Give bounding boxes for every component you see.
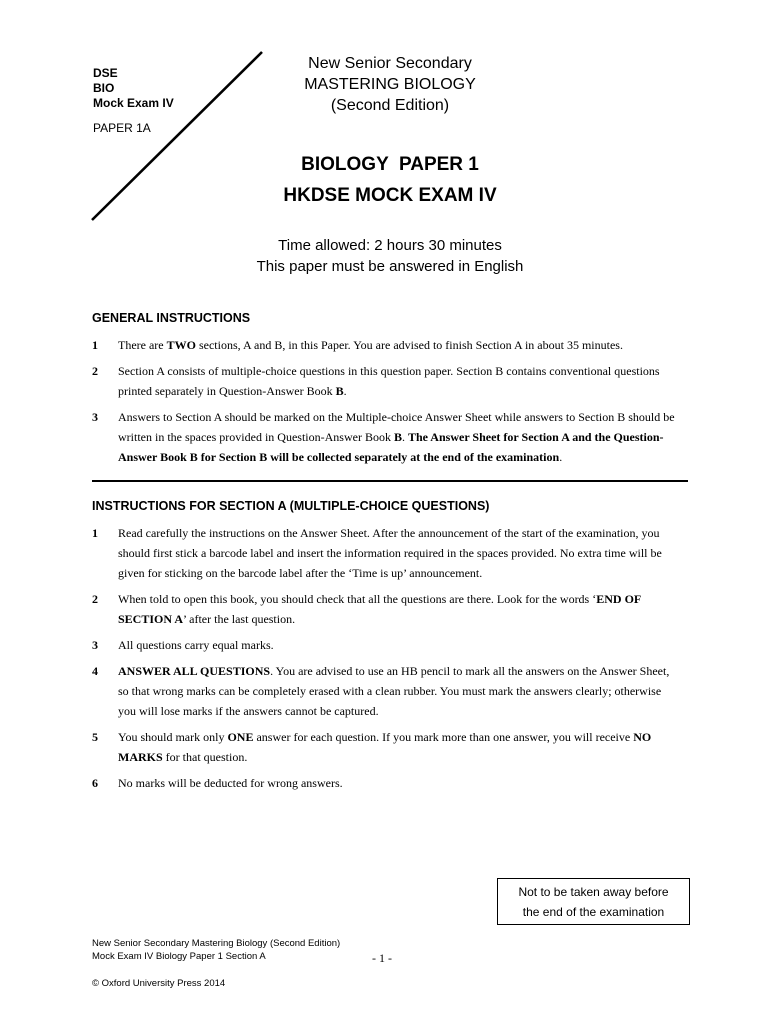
subject-name: BIO xyxy=(93,81,115,95)
instruction-number: 3 xyxy=(92,410,98,424)
text-segment: When told to open this book, you should check that all the questions are there. Look for the words ‘ xyxy=(118,592,597,606)
text-segment: All questions carry equal marks. xyxy=(118,638,274,652)
text-segment: . You are advised to use an HB pencil to mark all the answers on the Answer Sheet, so that wrong marks can be completely erased with a clean rubber. You must mark the answers clearly; otherwise you will lose marks if the answers cannot be captured. xyxy=(118,664,670,718)
instruction-number: 1 xyxy=(92,526,98,540)
instruction-text xyxy=(118,407,677,467)
instruction-text xyxy=(118,727,677,767)
instruction-number: 4 xyxy=(92,664,98,678)
instruction-text xyxy=(118,773,677,793)
instruction-item xyxy=(92,773,677,793)
instruction-item xyxy=(92,361,677,401)
emphasized-text: B xyxy=(335,384,344,398)
instruction-item xyxy=(92,661,677,721)
footer-book-title: New Senior Secondary Mastering Biology (Second Edition) xyxy=(92,938,341,949)
emphasized-text: ANSWER ALL QUESTIONS xyxy=(118,664,271,678)
page-footer xyxy=(92,938,340,963)
instruction-item xyxy=(92,335,677,355)
instruction-item xyxy=(92,523,677,583)
page-number: - 1 - xyxy=(372,951,392,965)
instruction-item xyxy=(92,635,677,655)
emphasized-text: B xyxy=(393,430,402,444)
emphasized-text: ONE xyxy=(227,730,254,744)
text-segment: You should mark only xyxy=(118,730,228,744)
instruction-text xyxy=(118,635,677,655)
emphasized-text: NO MARKS xyxy=(118,730,652,764)
emphasized-text: END OF SECTION A xyxy=(118,592,641,626)
text-segment: ’ after the last question. xyxy=(183,612,296,626)
instruction-text xyxy=(118,661,677,721)
instruction-text xyxy=(118,361,677,401)
section-a-instructions-list xyxy=(92,523,677,799)
instruction-item xyxy=(92,727,677,767)
text-segment: . xyxy=(401,430,408,444)
book-edition: (Second Edition) xyxy=(330,97,450,114)
book-series: New Senior Secondary xyxy=(308,55,472,72)
instruction-number: 1 xyxy=(92,338,98,352)
footer-paper-title: Mock Exam IV Biology Paper 1 Section A xyxy=(92,950,266,962)
book-title: MASTERING BIOLOGY xyxy=(304,76,476,93)
book-header xyxy=(270,53,510,116)
general-instructions-heading: GENERAL INSTRUCTIONS xyxy=(92,311,251,325)
exam-name: Mock Exam IV xyxy=(93,96,174,110)
emphasized-text: TWO xyxy=(166,338,196,352)
emphasized-text: The Answer Sheet for Section A and the Question-Answer Book B for Section B will be collected separately at the end of the examination xyxy=(118,430,664,464)
paper-title-line2: HKDSE MOCK EXAM IV xyxy=(283,185,497,206)
time-allowed: Time allowed: 2 hours 30 minutes xyxy=(278,237,502,254)
instruction-item xyxy=(92,407,677,467)
instruction-text xyxy=(118,335,677,355)
general-instructions-list xyxy=(92,335,677,473)
subject-code: DSE xyxy=(93,66,118,80)
text-segment: No marks will be deducted for wrong answers. xyxy=(118,776,343,790)
language-requirement: This paper must be answered in English xyxy=(256,258,524,275)
instruction-item xyxy=(92,589,677,629)
paper-title xyxy=(215,149,565,211)
text-segment: sections, A and B, in this Paper. You are advised to finish Section A in about 35 minutes. xyxy=(195,338,623,352)
section-divider xyxy=(92,480,688,482)
time-info xyxy=(215,235,565,277)
text-segment: There are xyxy=(118,338,167,352)
instruction-number: 2 xyxy=(92,364,98,378)
notice-box xyxy=(497,878,690,925)
paper-number: PAPER 1A xyxy=(93,121,151,135)
notice-line1: Not to be taken away before xyxy=(518,885,669,899)
instruction-number: 6 xyxy=(92,776,98,790)
instruction-number: 2 xyxy=(92,592,98,606)
section-a-heading: INSTRUCTIONS FOR SECTION A (MULTIPLE-CHOICE QUESTIONS) xyxy=(92,499,490,513)
instruction-text xyxy=(118,589,677,629)
text-segment: Read carefully the instructions on the Answer Sheet. After the announcement of the start of the examination, you should first stick a barcode label and insert the information required in the spaces provided. No extra time will be given for sticking on the barcode label after the ‘Time is up’ announcement. xyxy=(118,526,662,580)
text-segment: for that question. xyxy=(162,750,248,764)
instruction-number: 5 xyxy=(92,730,98,744)
instruction-number: 3 xyxy=(92,638,98,652)
text-segment: answer for each question. If you mark more than one answer, you will receive xyxy=(253,730,634,744)
paper-title-line1: BIOLOGY PAPER 1 xyxy=(301,154,479,175)
copyright-notice: © Oxford University Press 2014 xyxy=(92,978,226,989)
text-segment: . xyxy=(343,384,347,398)
instruction-text xyxy=(118,523,677,583)
text-segment: . xyxy=(559,450,563,464)
text-segment: Section A consists of multiple-choice questions in this question paper. Section B contains conventional questions printed separately in Question-Answer Book xyxy=(118,364,660,398)
text-segment: Answers to Section A should be marked on the Multiple-choice Answer Sheet while answers to Section B should be written in the spaces provided in Question-Answer Book xyxy=(118,410,675,444)
notice-line2: the end of the examination xyxy=(522,905,665,919)
